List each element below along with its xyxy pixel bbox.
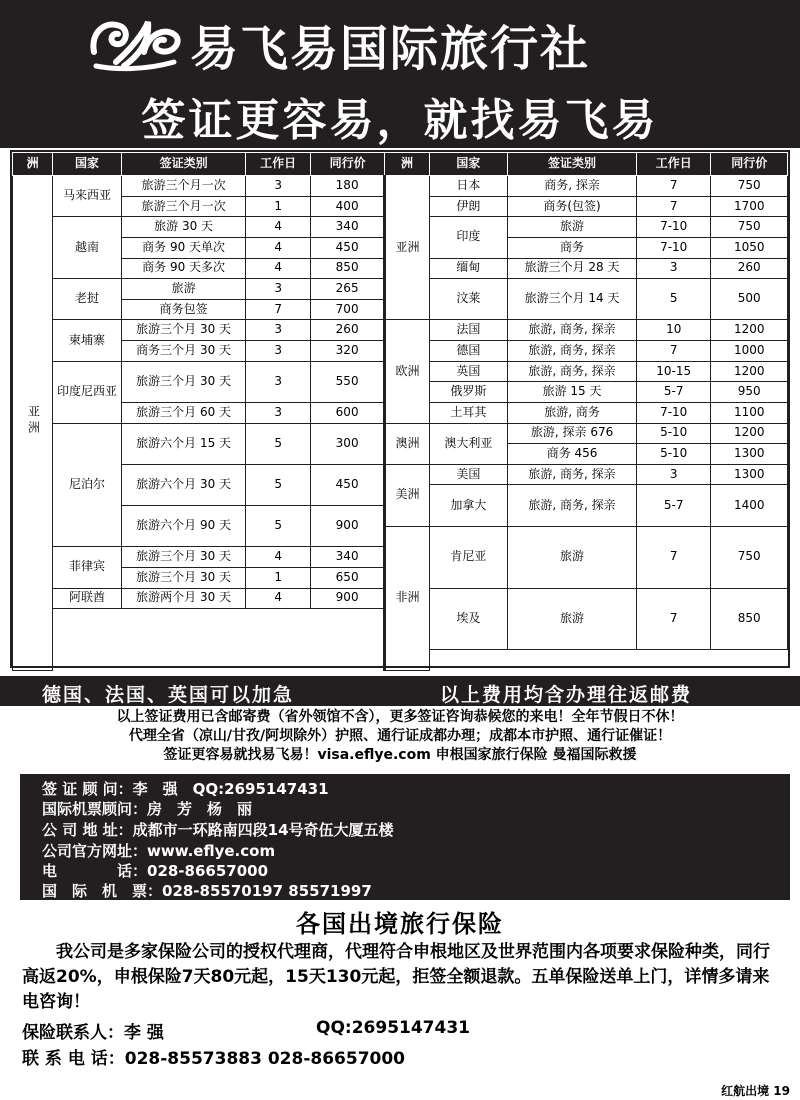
table-row	[13, 176, 788, 197]
price-cell: 260	[711, 258, 788, 279]
work-days-cell: 5-7	[636, 382, 710, 403]
price-cell: 260	[310, 320, 384, 341]
continent-cell: 欧洲	[385, 320, 429, 423]
column-header: 洲	[13, 153, 53, 176]
visa-type-cell: 旅游, 商务, 探亲	[508, 485, 637, 526]
contact-ticket-consultant: 国际机票顾问：房 芳 杨 丽	[42, 800, 253, 818]
country-cell: 俄罗斯	[429, 382, 508, 403]
price-cell: 600	[310, 402, 384, 423]
visa-type-cell: 旅游三个月 30 天	[121, 361, 246, 402]
country-cell: 阿联酋	[53, 588, 121, 609]
column-header: 签证类别	[121, 153, 246, 176]
visa-type-cell: 商务三个月 30 天	[121, 341, 246, 362]
country-cell: 德国	[429, 341, 508, 362]
column-header: 工作日	[636, 153, 710, 176]
work-days-cell: 3	[246, 402, 310, 423]
visa-type-cell: 旅游两个月 30 天	[121, 588, 246, 609]
continent-label: 亚洲	[26, 405, 41, 438]
work-days-cell: 3	[246, 341, 310, 362]
column-header: 国家	[53, 153, 121, 176]
price-cell: 650	[310, 567, 384, 588]
table-row	[13, 423, 788, 444]
price-cell: 1200	[711, 361, 788, 382]
work-days-cell: 4	[246, 258, 310, 279]
work-days-cell: 5-10	[636, 444, 710, 465]
price-cell: 1700	[711, 196, 788, 217]
price-cell: 550	[310, 361, 384, 402]
visa-type-cell: 旅游三个月 30 天	[121, 567, 246, 588]
visa-type-cell: 商务 90 天单次	[121, 237, 246, 258]
price-cell: 450	[310, 237, 384, 258]
column-header: 国家	[429, 153, 508, 176]
work-days-cell: 3	[636, 258, 710, 279]
urgent-service-bar	[0, 676, 800, 706]
visa-type-cell: 旅游, 商务, 探亲	[508, 320, 637, 341]
note-line: 代理全省（凉山/甘孜/阿坝除外）护照、通行证成都办理；成都本市护照、通行证催证！	[128, 728, 672, 744]
country-cell: 老挝	[53, 279, 121, 320]
visa-type-cell: 旅游, 商务, 探亲	[508, 361, 637, 382]
work-days-cell: 7	[636, 341, 710, 362]
insurance-title: 各国出境旅行保险	[296, 910, 504, 938]
price-cell: 340	[310, 547, 384, 568]
visa-type-cell: 商务	[508, 237, 637, 258]
contact-address: 公 司 地 址：成都市一环路南四段14号奇伍大厦五楼	[42, 821, 394, 839]
visa-type-cell: 旅游	[508, 526, 637, 588]
visa-type-cell: 旅游, 商务	[508, 402, 637, 423]
work-days-cell: 7-10	[636, 217, 710, 238]
visa-type-cell: 旅游, 商务, 探亲	[508, 464, 637, 485]
price-cell: 1300	[711, 464, 788, 485]
visa-type-cell: 商务包签	[121, 299, 246, 320]
work-days-cell: 1	[246, 196, 310, 217]
price-cell: 850	[711, 588, 788, 650]
work-days-cell: 7	[636, 526, 710, 588]
contact-website[interactable]: 公司官方网址：www.eflye.com	[42, 842, 276, 860]
country-cell: 柬埔寨	[53, 320, 121, 361]
visa-price-table	[10, 150, 790, 668]
visa-type-cell: 商务(包签)	[508, 196, 637, 217]
price-cell: 320	[310, 341, 384, 362]
visa-type-cell: 旅游三个月一次	[121, 196, 246, 217]
work-days-cell: 10	[636, 320, 710, 341]
visa-type-cell: 旅游	[121, 279, 246, 300]
price-cell: 1400	[711, 485, 788, 526]
country-cell: 马来西亚	[53, 176, 121, 217]
work-days-cell: 7	[636, 176, 710, 197]
work-days-cell: 5-7	[636, 485, 710, 526]
table-header-row	[13, 153, 788, 176]
price-cell: 1050	[711, 237, 788, 258]
visa-type-cell: 旅游	[508, 588, 637, 650]
price-cell: 1200	[711, 423, 788, 444]
column-header: 工作日	[246, 153, 310, 176]
slogan: 签证更容易，就找易飞易	[141, 95, 659, 146]
country-cell: 印度	[429, 217, 508, 258]
country-cell: 土耳其	[429, 402, 508, 423]
visa-type-cell: 旅游	[508, 217, 637, 238]
column-header: 同行价	[310, 153, 384, 176]
country-cell: 英国	[429, 361, 508, 382]
visa-type-cell: 旅游三个月 30 天	[121, 547, 246, 568]
work-days-cell: 3	[636, 464, 710, 485]
price-cell: 400	[310, 196, 384, 217]
visa-type-cell: 旅游三个月 60 天	[121, 402, 246, 423]
price-cell: 900	[310, 588, 384, 609]
price-cell: 450	[310, 464, 384, 505]
country-cell: 加拿大	[429, 485, 508, 526]
visa-type-cell: 旅游, 探亲 676	[508, 423, 637, 444]
visa-type-cell: 商务 456	[508, 444, 637, 465]
country-cell: 日本	[429, 176, 508, 197]
visa-type-cell: 商务 90 天多次	[121, 258, 246, 279]
work-days-cell: 7-10	[636, 237, 710, 258]
price-cell: 1300	[711, 444, 788, 465]
company-name: 易飞易国际旅行社	[190, 21, 591, 77]
country-cell: 伊朗	[429, 196, 508, 217]
continent-cell-asia	[13, 176, 53, 671]
price-cell: 300	[310, 423, 384, 464]
note-line: 以上签证费用已含邮寄费（省外领馆不含），更多签证咨询恭候您的来电！全年节假日不休！	[116, 709, 684, 725]
insurance-contact-person: 保险联系人：李 强	[22, 1023, 164, 1043]
contact-panel	[20, 774, 790, 900]
postage-note: 以上费用均含办理往返邮费	[440, 684, 693, 706]
price-cell: 950	[711, 382, 788, 403]
note-line: 签证更容易就找易飞易！visa.eflye.com 申根国家旅行保险 曼福国际救援	[163, 747, 637, 763]
country-cell: 越南	[53, 217, 121, 279]
insurance-body: 我公司是多家保险公司的授权代理商，代理符合申根地区及世界范围内各项要求保险种类，同行高返20%，申根保险7天80元起，15天130元起，拒签全额退款。五单保险送单上门，详情多请来电咨询！	[22, 942, 770, 1012]
work-days-cell: 7	[636, 196, 710, 217]
work-days-cell: 7	[246, 299, 310, 320]
visa-type-cell: 旅游三个月 14 天	[508, 279, 637, 320]
visa-type-cell: 旅游三个月 28 天	[508, 258, 637, 279]
continent-cell: 亚洲	[385, 176, 429, 320]
work-days-cell: 4	[246, 237, 310, 258]
brand-logo-icon	[86, 12, 182, 74]
country-cell: 缅甸	[429, 258, 508, 279]
column-header: 同行价	[711, 153, 788, 176]
country-cell: 美国	[429, 464, 508, 485]
urgent-note: 德国、法国、英国可以加急	[42, 684, 295, 706]
page-footer: 红航出境 19	[721, 1084, 790, 1098]
work-days-cell: 5	[246, 506, 310, 547]
price-cell: 340	[310, 217, 384, 238]
price-cell: 180	[310, 176, 384, 197]
country-cell: 肯尼亚	[429, 526, 508, 588]
visa-type-cell: 旅游三个月 30 天	[121, 320, 246, 341]
visa-type-cell: 旅游 15 天	[508, 382, 637, 403]
work-days-cell: 5-10	[636, 423, 710, 444]
continent-cell: 美洲	[385, 464, 429, 526]
table-row	[13, 320, 788, 341]
continent-cell: 非洲	[385, 526, 429, 670]
country-cell: 菲律宾	[53, 547, 121, 588]
country-cell: 澳大利亚	[429, 423, 508, 464]
work-days-cell: 3	[246, 320, 310, 341]
price-cell: 1200	[711, 320, 788, 341]
work-days-cell: 7	[636, 588, 710, 650]
contact-visa-consultant: 签 证 顾 问：李 强 QQ:2695147431	[42, 780, 329, 798]
continent-cell: 澳洲	[385, 423, 429, 464]
work-days-cell: 1	[246, 567, 310, 588]
country-cell: 法国	[429, 320, 508, 341]
price-cell: 1100	[711, 402, 788, 423]
contact-phone: 电 话：028-86657000	[42, 862, 269, 880]
visa-type-cell: 旅游六个月 90 天	[121, 506, 246, 547]
price-cell: 500	[711, 279, 788, 320]
column-header: 洲	[385, 153, 429, 176]
column-header: 签证类别	[508, 153, 637, 176]
work-days-cell: 7-10	[636, 402, 710, 423]
price-cell: 900	[310, 506, 384, 547]
work-days-cell: 4	[246, 547, 310, 568]
service-notes	[0, 708, 800, 765]
visa-type-cell: 旅游, 商务, 探亲	[508, 341, 637, 362]
visa-type-cell: 旅游六个月 30 天	[121, 464, 246, 505]
visa-type-cell: 旅游三个月一次	[121, 176, 246, 197]
work-days-cell: 5	[636, 279, 710, 320]
price-cell: 700	[310, 299, 384, 320]
work-days-cell: 5	[246, 423, 310, 464]
table-row	[13, 464, 788, 485]
contact-ticket-phone: 国 际 机 票：028-85570197 85571997	[42, 882, 372, 900]
country-cell: 尼泊尔	[53, 423, 121, 547]
work-days-cell: 3	[246, 279, 310, 300]
header-banner	[0, 0, 800, 148]
work-days-cell: 10-15	[636, 361, 710, 382]
price-cell: 1000	[711, 341, 788, 362]
insurance-qq: QQ:2695147431	[316, 1018, 470, 1038]
visa-type-cell: 商务, 探亲	[508, 176, 637, 197]
price-cell: 750	[711, 217, 788, 238]
price-cell: 750	[711, 526, 788, 588]
price-cell: 850	[310, 258, 384, 279]
work-days-cell: 3	[246, 176, 310, 197]
price-cell: 750	[711, 176, 788, 197]
country-cell: 印度尼西亚	[53, 361, 121, 423]
work-days-cell: 5	[246, 464, 310, 505]
visa-type-cell: 旅游 30 天	[121, 217, 246, 238]
insurance-phone: 联 系 电 话：028-85573883 028-86657000	[22, 1049, 406, 1069]
work-days-cell: 4	[246, 588, 310, 609]
country-cell: 汶莱	[429, 279, 508, 320]
work-days-cell: 3	[246, 361, 310, 402]
country-cell: 埃及	[429, 588, 508, 650]
price-cell: 265	[310, 279, 384, 300]
work-days-cell: 4	[246, 217, 310, 238]
visa-type-cell: 旅游六个月 15 天	[121, 423, 246, 464]
